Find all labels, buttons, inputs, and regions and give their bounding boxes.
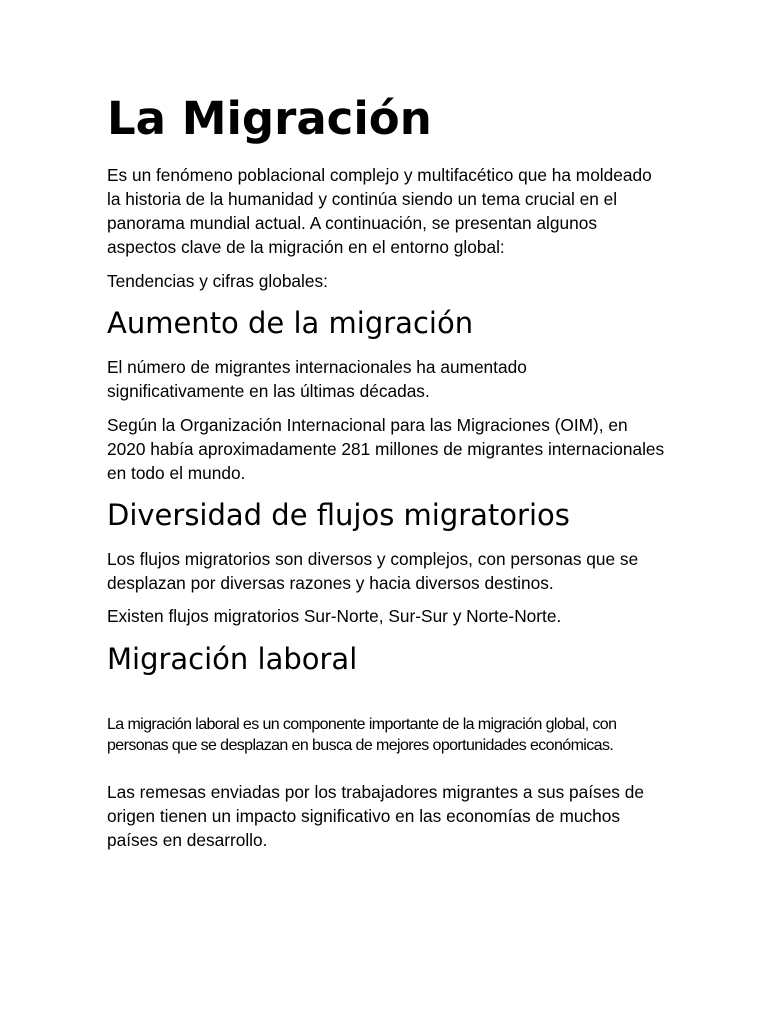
section-heading-laboral: Migración laboral: [107, 642, 358, 676]
section-diversidad-paragraph-2: Existen flujos migratorios Sur-Norte, Sur-Sur y Norte-Norte.: [107, 606, 562, 626]
section-aumento-paragraph-2: Según la Organización Internacional para las Migraciones (OIM), en 2020 había aproximadamente 281 millones de migrantes internacionales en todo el mundo.: [107, 415, 665, 483]
page-title: La Migración: [107, 92, 432, 145]
subtitle-paragraph: Tendencias y cifras globales:: [107, 271, 328, 291]
section-heading-aumento: Aumento de la migración: [107, 306, 474, 340]
section-heading-diversidad: Diversidad de flujos migratorios: [107, 498, 570, 532]
section-laboral-paragraph-1: La migración laboral es un componente importante de la migración global, con personas que se desplazan en busca de mejores oportunidades económicas.: [107, 716, 617, 754]
section-diversidad-paragraph-1: Los flujos migratorios son diversos y complejos, con personas que se desplazan por diversas razones y hacia diversos destinos.: [107, 549, 639, 593]
intro-paragraph: Es un fenómeno poblacional complejo y multifacético que ha moldeado la historia de la humanidad y continúa siendo un tema crucial en el panorama mundial actual. A continuación, se presentan algunos aspectos clave de la migración en el entorno global:: [107, 165, 652, 257]
section-laboral-paragraph-2: Las remesas enviadas por los trabajadores migrantes a sus países de origen tienen un impacto significativo en las economías de muchos países en desarrollo.: [107, 782, 644, 850]
section-aumento-paragraph-1: El número de migrantes internacionales ha aumentado significativamente en las últimas décadas.: [107, 357, 527, 401]
